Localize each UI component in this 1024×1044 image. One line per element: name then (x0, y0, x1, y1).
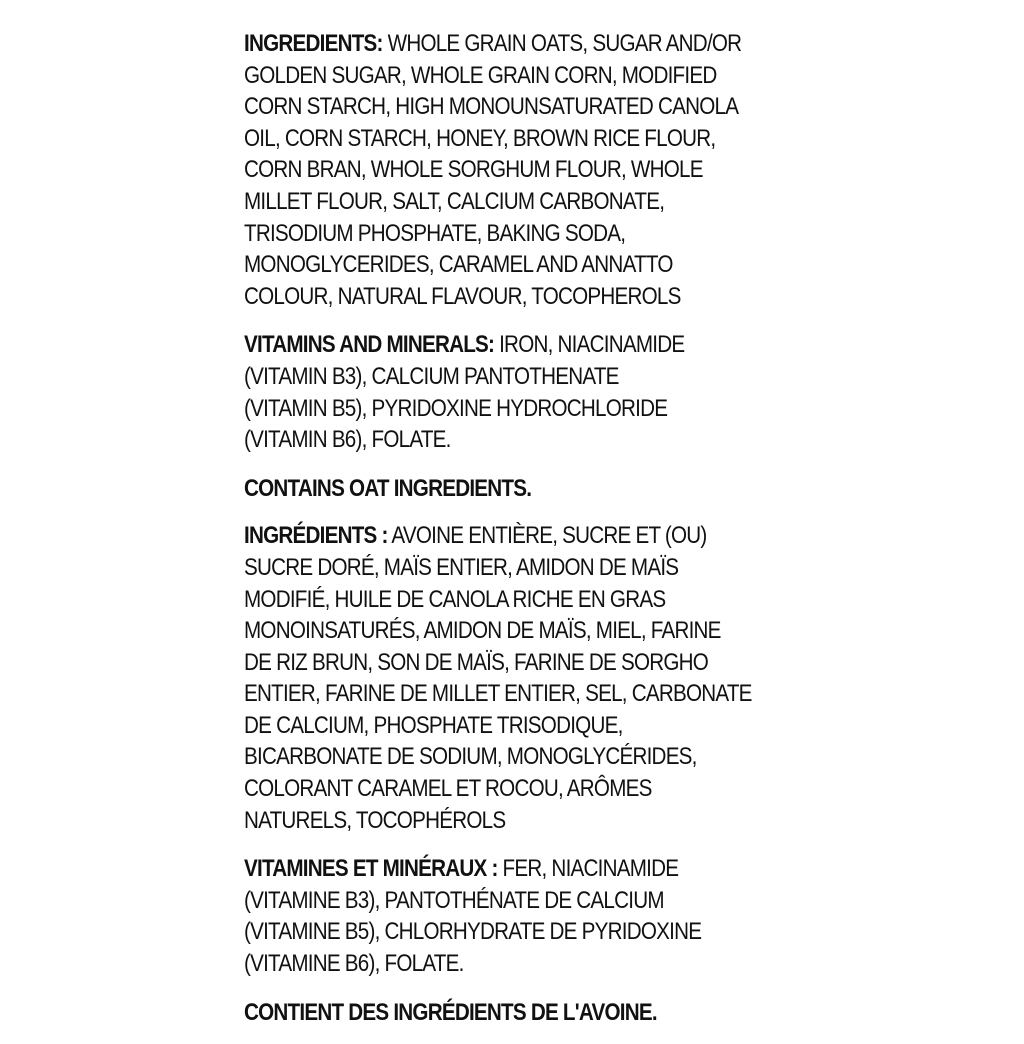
vitamins-fr-line-4: (VITAMINE B6), FOLATE. (244, 950, 464, 978)
ingredients-fr-line-8: BICARBONATE DE SODIUM, MONOGLYCÉRIDES, (244, 743, 697, 771)
vitamins-en-paragraph (244, 329, 726, 455)
ingredients-fr-line-10: NATURELS, TOCOPHÉROLS (244, 806, 506, 834)
ingredients-en-line-3: CORN STARCH, HIGH MONOUNSATURATED CANOLA (244, 93, 739, 121)
ingredients-fr-line-9: COLORANT CARAMEL ET ROCOU, ARÔMES (244, 775, 652, 803)
ingredients-en-line-8: MONOGLYCERIDES, CARAMEL AND ANNATTO (244, 251, 673, 279)
ingredient-label-panel (244, 28, 752, 1044)
ingredients-en-line-4: OIL, CORN STARCH, HONEY, BROWN RICE FLOUR, (244, 124, 716, 152)
ingredients-fr-line-1 (244, 520, 726, 552)
vitamins-fr-line-1 (244, 853, 726, 885)
vitamins-fr-heading: VITAMINES ET MINÉRAUX : (244, 855, 498, 883)
ingredients-en-paragraph (244, 28, 742, 312)
ingredients-en-line-1 (244, 28, 742, 60)
contains-fr-statement: CONTIENT DES INGRÉDIENTS DE L'AVOINE. (244, 998, 657, 1026)
vitamins-fr-paragraph (244, 853, 726, 979)
ingredients-fr-paragraph (244, 520, 752, 836)
ingredients-fr-line-5: DE RIZ BRUN, SON DE MAÏS, FARINE DE SORGHO (244, 648, 709, 676)
ingredients-en-line-7: TRISODIUM PHOSPHATE, BAKING SODA, (244, 219, 626, 247)
vitamins-fr-line-3: (VITAMINE B5), CHLORHYDRATE DE PYRIDOXINE (244, 918, 702, 946)
ingredients-fr-line-2: SUCRE DORÉ, MAÏS ENTIER, AMIDON DE MAÏS (244, 553, 679, 581)
ingredients-en-heading: INGREDIENTS: (244, 30, 383, 57)
vitamins-fr-line-2: (VITAMINE B3), PANTOTHÉNATE DE CALCIUM (244, 886, 664, 914)
ingredients-en-line-9: COLOUR, NATURAL FLAVOUR, TOCOPHEROLS (244, 282, 681, 310)
vitamins-en-heading: VITAMINS AND MINERALS: (244, 331, 495, 359)
ingredients-fr-line-4: MONOINSATURÉS, AMIDON DE MAÏS, MIEL, FARINE (244, 617, 721, 645)
vitamins-en-line-4: (VITAMIN B6), FOLATE. (244, 426, 451, 454)
ingredients-fr-heading: INGRÉDIENTS : (244, 522, 388, 550)
ingredients-fr-line-3: MODIFIÉ, HUILE DE CANOLA RICHE EN GRAS (244, 585, 666, 613)
contains-en-statement: CONTAINS OAT INGREDIENTS. (244, 474, 532, 502)
ingredients-en-line-5: CORN BRAN, WHOLE SORGHUM FLOUR, WHOLE (244, 156, 703, 184)
ingredients-en-line-1-text: WHOLE GRAIN OATS, SUGAR AND/OR (382, 30, 742, 57)
ingredients-en-line-2: GOLDEN SUGAR, WHOLE GRAIN CORN, MODIFIED (244, 61, 717, 89)
ingredients-fr-line-1-text: AVOINE ENTIÈRE, SUCRE ET (OU) (387, 522, 707, 550)
ingredients-en-line-6: MILLET FLOUR, SALT, CALCIUM CARBONATE, (244, 187, 665, 215)
vitamins-en-line-2: (VITAMIN B3), CALCIUM PANTOTHENATE (244, 362, 619, 390)
vitamins-en-line-3: (VITAMIN B5), PYRIDOXINE HYDROCHLORIDE (244, 394, 668, 422)
vitamins-en-line-1 (244, 329, 726, 361)
ingredients-fr-line-7: DE CALCIUM, PHOSPHATE TRISODIQUE, (244, 711, 623, 739)
vitamins-fr-line-1-text: FER, NIACINAMIDE (497, 855, 679, 883)
ingredients-fr-line-6: ENTIER, FARINE DE MILLET ENTIER, SEL, CARBONATE (244, 680, 752, 708)
vitamins-en-line-1-text: IRON, NIACINAMIDE (494, 331, 685, 359)
